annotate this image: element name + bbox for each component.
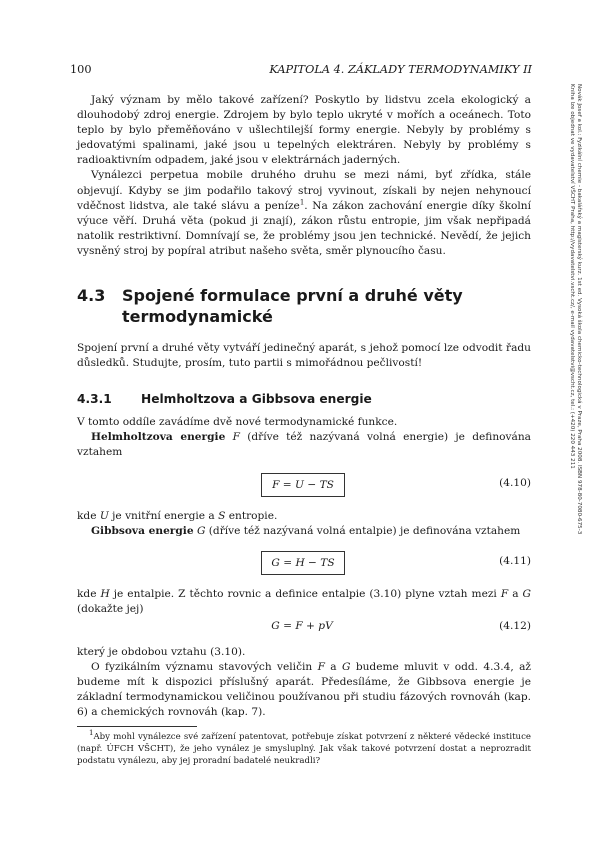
subsection-title: Helmholtzova a Gibbsova energie [141,392,372,407]
citation-line-1: Novák Josef a kol.: Fyzikální chemie - bakalářský a magisterský kurz. 1st ed. Vysoká škola chemicko-technologická v Praze, Praha 2008. ISBN 978-80-7080-675-3 [576,84,582,535]
text: (dokažte jej) [77,602,144,615]
page-body [77,93,531,767]
symbol-h: H [100,587,110,600]
page-header [70,63,532,79]
equation-4-12-number: (4.12) [499,619,531,632]
equation-4-11 [77,549,531,577]
paragraph-inventors-b: . Na zákon zachování energie díky školní výuce věří. Druhá věta (pokud ji znají), zákon růstu entropie, jim však nepřipadá natolik restriktivní. Domnívají se, že problémy jsou jen technické. Nevědí, že jejich vysněný stroj by popíral atribut našeho světa, směr plynoucího času. [77,199,531,257]
symbol-u: U [99,509,109,522]
text: kde [77,587,101,600]
subsection-heading [77,391,531,407]
subsection-number: 4.3.1 [77,392,112,407]
section-title: Spojené formulace první a druhé věty termodynamické [122,286,463,327]
gibbs-term: Gibbsova energie [91,524,194,537]
equation-4-12 [77,619,531,641]
footnote [77,731,531,767]
section-intro: Spojení první a druhé věty vytváří jedinečný aparát, s jehož pomocí lze odvodit řadu důsledků. Studujte, prosím, tuto partii s mimořádnou pečlivostí! [77,342,531,370]
symbol-g: G [522,587,531,600]
section-heading [77,285,531,327]
paragraph-inventors [77,168,531,259]
citation-line-2: Kniha lze objednat ve vydavatelství VŠCHT Praha, http://vydavatelstvi.vscht.cz/, e-mail vydavatelstvi@vscht.cz, tel.: (+420) 220 443 211 [569,84,575,469]
page-number: 100 [70,63,92,76]
text: O fyzikálním významu stavových veličin [91,660,318,673]
text: je entalpie. Z těchto rovnic a definice entalpie (3.10) plyne vztah mezi [109,587,501,600]
equation-4-10 [77,471,531,499]
equation-4-10-formula: F = U − TS [261,473,345,497]
after-eq-4-10 [77,509,531,524]
paragraph-device-meaning: Jaký význam by mělo takové zařízení? Poskytlo by lidstvu zcela ekologický a dlouhodobý zdroj energie. Zdrojem by bylo teplo ukryté v mořích a oceánech. Toto teplo by bylo přeměňováno v ušlechtilejší formy energie. Nebyly by problémy s jedovatými spalinami, jaké jsou u tepelných elektráren. Nebyly by problémy s radioaktivním odpadem, jaké jsou v elektrárnách jaderných. [77,94,531,167]
footnote-rule [77,726,197,727]
equation-4-11-formula: G = H − TS [261,551,345,575]
paragraph-inventors-a: Vynálezci perpetua mobile druhého druhu se mezi námi, byť zřídka, stále objevují. Kdyby se jim podařilo takový stroj vyvinout, získali by nejen nehynoucí vděčnost lidstva, ale také slávu a peníze [77,169,531,212]
after-eq-4-12: který je obdobou vztahu (3.10). [77,645,246,658]
closing-paragraph [77,660,531,720]
equation-4-12-formula: G = F + pV [271,619,333,632]
equation-4-11-number: (4.11) [499,554,531,567]
text: kde [77,509,100,522]
footnote-mark: 1 [89,729,94,738]
gibbs-symbol: G [196,524,206,537]
text: je vnitřní energie a [108,509,219,522]
symbol-f: F [500,587,509,600]
symbol-f: F [317,660,325,673]
subsection-intro: V tomto oddíle zavádíme dvě nové termodynamické funkce. [77,416,398,429]
text: a [508,587,523,600]
equation-4-10-number: (4.10) [499,476,531,489]
after-eq-4-11 [77,587,531,617]
footnote-text: Aby mohl vynálezce své zařízení patentovat, potřebuje získat potvrzení z některé vědecké instituce (např. ÚFCH VŠCHT), že jeho vynález je smysluplný. Jak však takové potvrzení dostat a neprozradit podstatu vynálezu, aby jej proradní badatelé neukradli? [77,732,531,767]
helmholtz-symbol: F [232,431,240,444]
footnote-ref: 1 [299,198,305,207]
margin-citation [568,84,582,684]
text: budeme mluvit v odd. 4.3.4, až budeme mít k dispozici příslušný aparát. Předesíláme, že Gibbsova energie je základní termodynamickou veličinou používanou při studiu fázových rovnováh (kap. 6) a chemických rovnováh (kap. 7). [77,660,531,719]
helmholtz-rest: (dříve též nazývaná volná energie) je definována vztahem [77,431,531,459]
gibbs-rest: (dříve též nazývaná volná entalpie) je definována vztahem [205,524,521,537]
gibbs-definition [77,524,531,539]
symbol-s: S [218,509,226,522]
text: entropie. [225,509,278,522]
section-number: 4.3 [77,286,106,306]
text: a [324,660,342,673]
running-title: KAPITOLA 4. ZÁKLADY TERMODYNAMIKY II [269,63,532,76]
helmholtz-term: Helmholtzova energie [91,431,226,444]
symbol-g: G [341,660,351,673]
helmholtz-definition [77,430,531,460]
